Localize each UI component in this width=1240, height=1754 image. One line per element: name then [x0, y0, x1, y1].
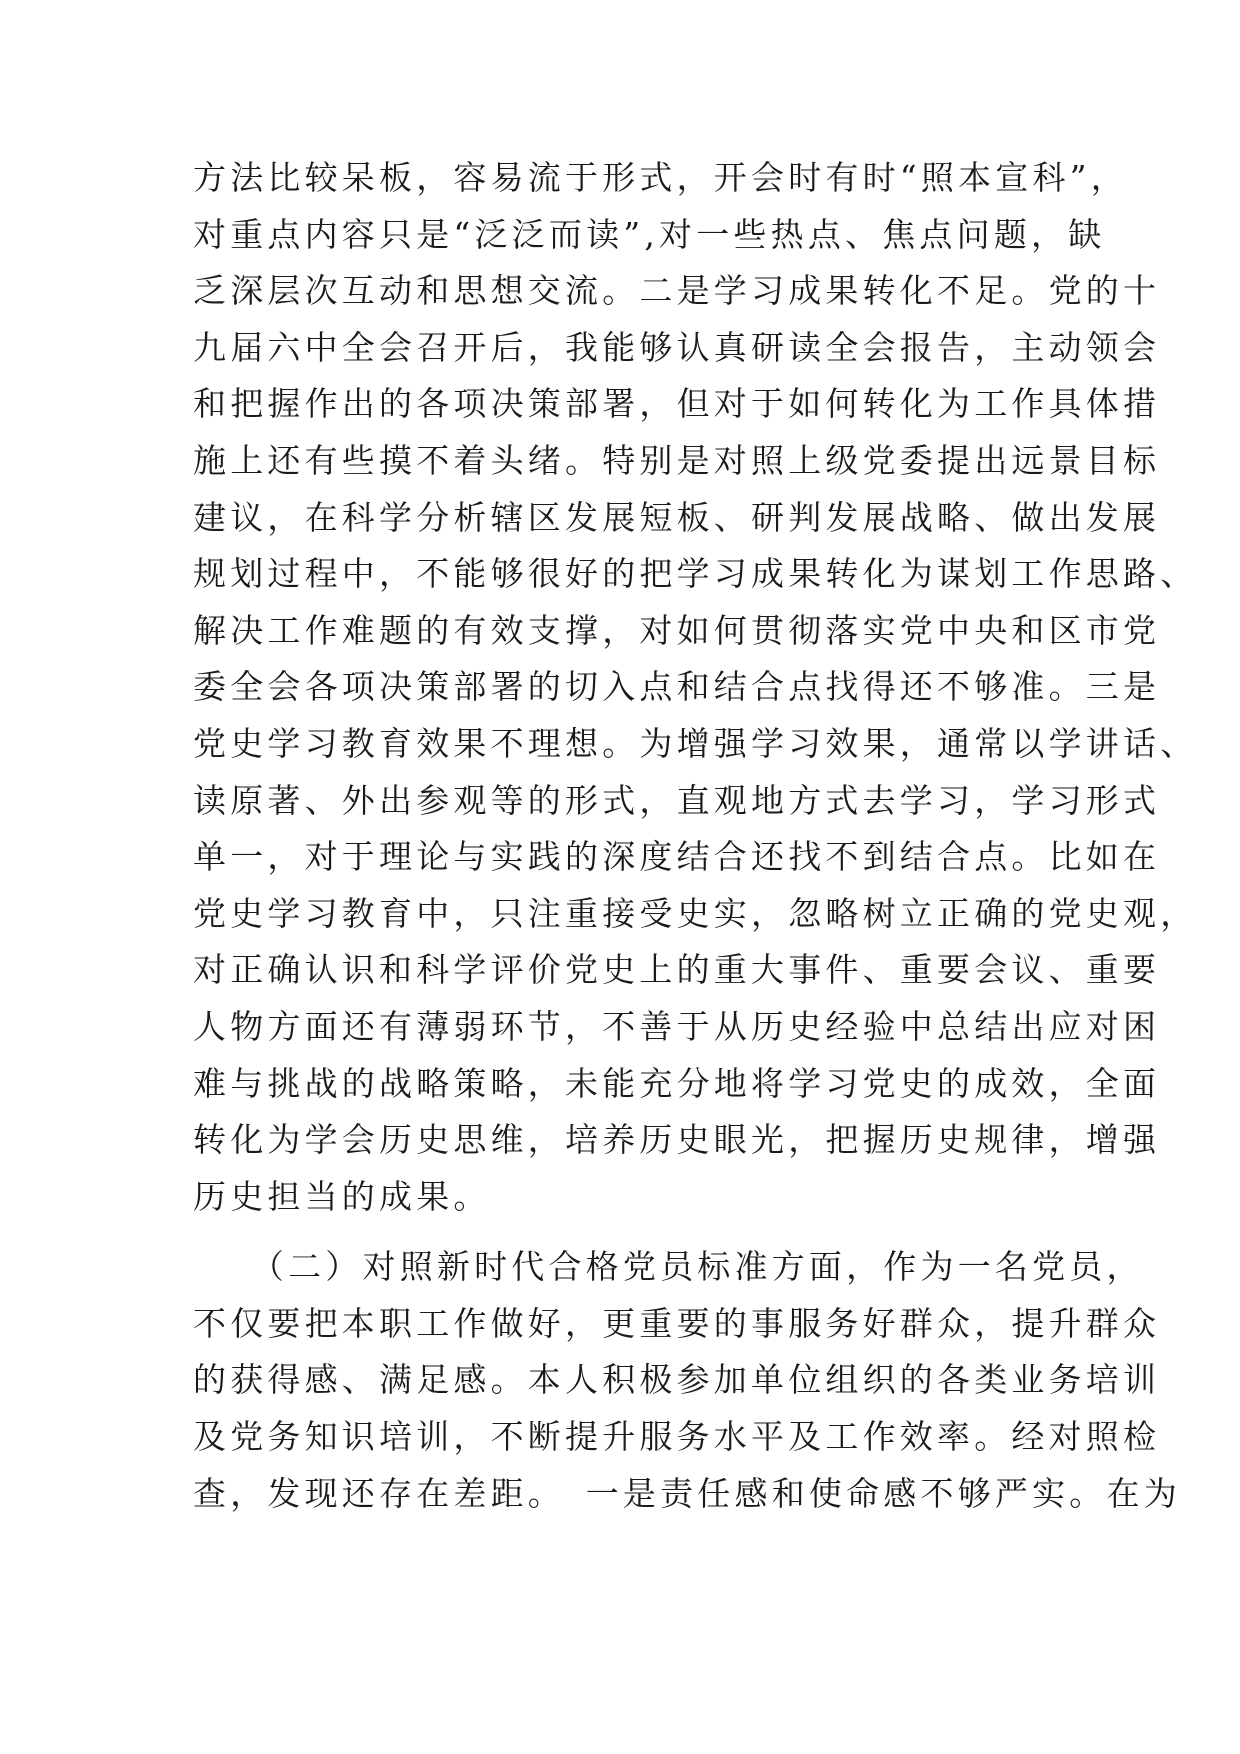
- paragraph-1: [193, 150, 1198, 1225]
- text-line: 乏深层次互动和思想交流。二是学习成果转化不足。党的十: [193, 271, 1161, 311]
- text-line: 不仅要把本职工作做好，更重要的事服务好群众，提升群众: [193, 1303, 1161, 1343]
- document-body: [193, 150, 1198, 1522]
- text-line: 党史学习教育中，只注重接受史实，忽略树立正确的党史观，: [193, 893, 1198, 933]
- text-line: 党史学习教育效果不理想。为增强学习效果，通常以学讲话、: [193, 723, 1198, 763]
- text-line: 建议，在科学分析辖区发展短板、研判发展战略、做出发展: [193, 497, 1161, 537]
- text-line: 委全会各项决策部署的切入点和结合点找得还不够准。三是: [193, 667, 1161, 707]
- text-line: 方法比较呆板，容易流于形式，开会时有时“照本宣科”，: [193, 158, 1128, 197]
- text-line: 对重点内容只是“泛泛而读”,对一些热点、焦点问题，缺: [193, 214, 1106, 254]
- text-line: 施上还有些摸不着头绪。特别是对照上级党委提出远景目标: [193, 440, 1161, 480]
- text-line: 的获得感、满足感。本人积极参加单位组织的各类业务培训: [193, 1360, 1161, 1400]
- text-line: 单一，对于理论与实践的深度结合还找不到结合点。比如在: [193, 837, 1161, 877]
- text-line: 人物方面还有薄弱环节，不善于从历史经验中总结出应对困: [193, 1006, 1161, 1046]
- text-line: 九届六中全会召开后，我能够认真研读全会报告，主动领会: [193, 327, 1161, 367]
- text-line: 规划过程中，不能够很好的把学习成果转化为谋划工作思路、: [193, 554, 1198, 594]
- text-line: 和把握作出的各项决策部署，但对于如何转化为工作具体措: [193, 384, 1161, 424]
- text-line: 对正确认识和科学评价党史上的重大事件、重要会议、重要: [193, 950, 1161, 990]
- text-line: 历史担当的成果。: [193, 1176, 491, 1216]
- text-line: 转化为学会历史思维，培养历史眼光，把握历史规律，增强: [193, 1120, 1161, 1160]
- text-line: 难与挑战的战略策略，未能充分地将学习党史的成效，全面: [193, 1063, 1161, 1103]
- text-line: 查，发现还存在差距。 一是责任感和使命感不够严实。在为: [193, 1473, 1181, 1513]
- text-line: 及党务知识培训，不断提升服务水平及工作效率。经对照检: [193, 1417, 1161, 1457]
- text-line: 读原著、外出参观等的形式，直观地方式去学习，学习形式: [193, 780, 1161, 820]
- paragraph-spacer: [193, 1225, 1073, 1239]
- text-line: （二）对照新时代合格党员标准方面，作为一名党员，: [193, 1247, 1144, 1287]
- paragraph-2: [193, 1239, 1181, 1522]
- text-line: 解决工作难题的有效支撑，对如何贯彻落实党中央和区市党: [193, 610, 1161, 650]
